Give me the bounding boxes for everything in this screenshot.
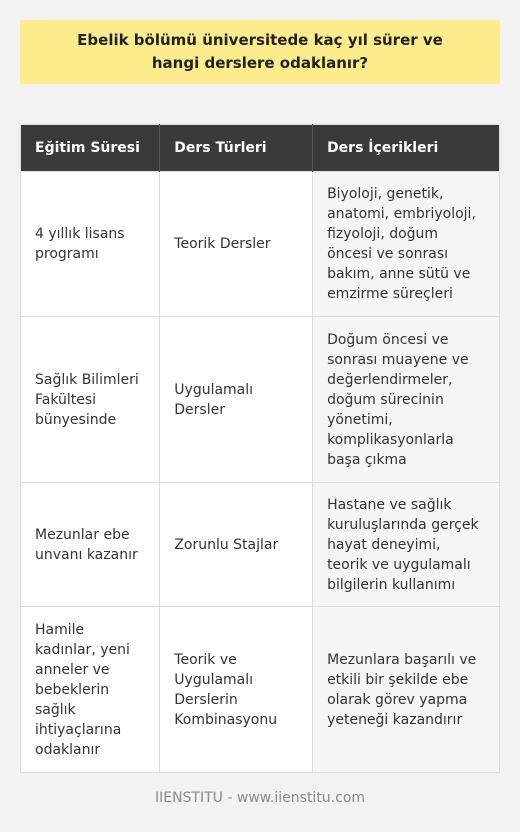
cell-duration: Mezunlar ebe unvanı kazanır bbox=[21, 483, 160, 607]
cell-duration: Sağlık Bilimleri Fakültesi bünyesinde bbox=[21, 317, 160, 483]
column-header-course-types: Ders Türleri bbox=[160, 125, 313, 172]
cell-course-content: Mezunlara başarılı ve etkili bir şekilde ebe olarak görev yapma yeteneği kazandırır bbox=[313, 607, 500, 773]
cell-duration: Hamile kadınlar, yeni anneler ve bebeklerin sağlık ihtiyaçlarına odaklanır bbox=[21, 607, 160, 773]
table-row bbox=[21, 607, 500, 773]
page-title: Ebelik bölümü üniversitede kaç yıl sürer ve hangi derslere odaklanır? bbox=[77, 31, 443, 72]
cell-duration: 4 yıllık lisans programı bbox=[21, 172, 160, 317]
column-header-duration: Eğitim Süresi bbox=[21, 125, 160, 172]
cell-course-type: Uygulamalı Dersler bbox=[160, 317, 313, 483]
cell-course-content: Hastane ve sağlık kuruluşlarında gerçek hayat deneyimi, teorik ve uygulamalı bilgilerin kullanımı bbox=[313, 483, 500, 607]
education-table bbox=[20, 124, 500, 773]
cell-course-content: Doğum öncesi ve sonrası muayene ve değerlendirmeler, doğum sürecinin yönetimi, komplikasyonlarla başa çıkma bbox=[313, 317, 500, 483]
table-header-row bbox=[21, 125, 500, 172]
table-row bbox=[21, 317, 500, 483]
column-header-course-contents: Ders İçerikleri bbox=[313, 125, 500, 172]
cell-course-type: Teorik Dersler bbox=[160, 172, 313, 317]
footer-credit: IIENSTITU - www.iienstitu.com bbox=[154, 790, 366, 806]
table-row bbox=[21, 483, 500, 607]
page-title-banner bbox=[20, 20, 500, 84]
cell-course-type: Teorik ve Uygulamalı Derslerin Kombinasyonu bbox=[160, 607, 313, 773]
table-row bbox=[21, 172, 500, 317]
cell-course-content: Biyoloji, genetik, anatomi, embriyoloji, fizyoloji, doğum öncesi ve sonrası bakım, anne sütü ve emzirme süreçleri bbox=[313, 172, 500, 317]
cell-course-type: Zorunlu Stajlar bbox=[160, 483, 313, 607]
